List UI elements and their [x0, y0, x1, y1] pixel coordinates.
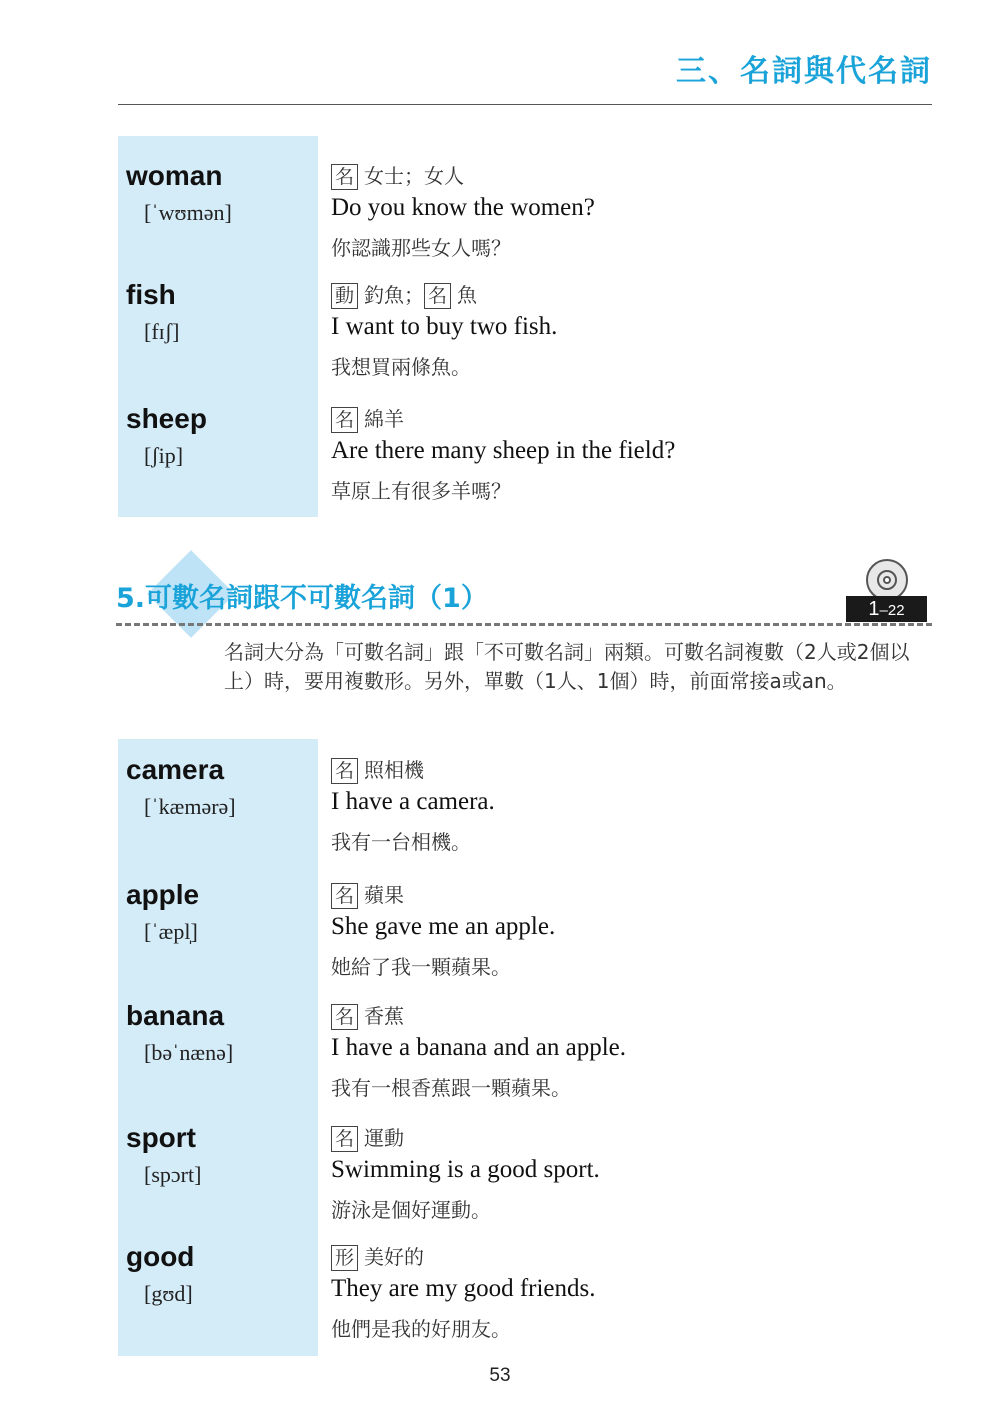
- example-translation: 你認識那些女人嗎？: [331, 236, 511, 260]
- track-sub-number: –22: [879, 602, 905, 619]
- vocab-meaning: 綿羊: [364, 407, 405, 431]
- vocab-meaning-line: [331, 403, 404, 433]
- pos-tag: 名: [331, 1126, 358, 1152]
- vocab-word: woman: [126, 160, 223, 191]
- pos-tag: 名: [331, 164, 358, 190]
- example-sentence: I have a banana and an apple.: [331, 1034, 626, 1061]
- vocab-meaning: 女士；女人: [364, 164, 465, 188]
- example-sentence: Do you know the women?: [331, 194, 595, 221]
- example-sentence: I want to buy two fish.: [331, 313, 558, 340]
- vocab-meaning-line: [331, 1241, 424, 1271]
- section-dashed-divider: [116, 623, 932, 626]
- example-sentence: I have a camera.: [331, 788, 495, 815]
- vocab-meaning-line: [331, 1000, 404, 1030]
- vocab-word: camera: [126, 754, 225, 785]
- vocab-meaning-line: [331, 754, 424, 784]
- vocab-word: banana: [126, 1000, 225, 1031]
- chapter-title: 三、名詞與代名詞: [676, 54, 932, 89]
- vocab-word: good: [126, 1241, 195, 1272]
- example-sentence: Are there many sheep in the field?: [331, 437, 676, 464]
- example-translation: 我想買兩條魚。: [331, 355, 471, 379]
- pos-tag: 動: [331, 283, 358, 309]
- vocab-word: apple: [126, 879, 200, 910]
- vocab-entry: [118, 1241, 932, 1351]
- vocab-entry: [118, 403, 932, 513]
- example-translation: 他們是我的好朋友。: [331, 1317, 511, 1341]
- example-sentence: She gave me an apple.: [331, 913, 556, 940]
- vocab-ipa: [gʊd]: [144, 1281, 193, 1306]
- vocab-entry: [118, 879, 932, 989]
- vocab-meaning: 釣魚；: [364, 283, 425, 307]
- vocab-meaning-line: [331, 160, 464, 190]
- example-translation: 她給了我一顆蘋果。: [331, 955, 511, 979]
- pos-tag: 名: [331, 407, 358, 433]
- example-sentence: They are my good friends.: [331, 1275, 596, 1302]
- vocab-entry: [118, 1122, 932, 1232]
- vocab-meaning: 魚: [457, 283, 478, 307]
- cd-disc-icon: [866, 559, 908, 601]
- vocab-word: sheep: [126, 403, 207, 434]
- pos-tag: 名: [331, 1004, 358, 1030]
- vocab-meaning-line: [331, 879, 404, 909]
- vocab-ipa: [fɪʃ]: [144, 319, 180, 344]
- example-sentence: Swimming is a good sport.: [331, 1156, 600, 1183]
- vocab-word: fish: [126, 279, 176, 310]
- page-number: 53: [489, 1365, 511, 1386]
- vocab-entry: [118, 160, 932, 270]
- vocab-meaning: 美好的: [364, 1245, 425, 1269]
- header-divider: [118, 104, 932, 105]
- vocab-ipa: [ˈkæmərə]: [144, 794, 236, 819]
- vocab-meaning-line: [331, 1122, 404, 1152]
- track-badge: [846, 596, 927, 622]
- section-title: 5.可數名詞跟不可數名詞（1）: [116, 583, 488, 614]
- example-translation: 草原上有很多羊嗎？: [331, 479, 511, 503]
- cd-hole: [883, 576, 891, 584]
- example-translation: 我有一根香蕉跟一顆蘋果。: [331, 1076, 571, 1100]
- vocab-ipa: [spɔrt]: [144, 1162, 202, 1187]
- example-translation: 我有一台相機。: [331, 830, 471, 854]
- pos-tag: 形: [331, 1245, 358, 1271]
- vocab-ipa: [ˈwʊmən]: [144, 200, 232, 225]
- vocab-ipa: [ʃip]: [144, 443, 184, 468]
- section-intro: 名詞大分為「可數名詞」跟「不可數名詞」兩類。可數名詞複數（2人或2個以上）時，要用複數形。另外，單數（1人、1個）時，前面常接a或an。: [224, 640, 910, 693]
- vocab-ipa: [bəˈnænə]: [144, 1040, 234, 1065]
- vocab-meaning: 蘋果: [364, 883, 405, 907]
- pos-tag: 名: [331, 758, 358, 784]
- vocab-entry: [118, 754, 932, 864]
- vocab-word: sport: [126, 1122, 196, 1153]
- vocab-meaning: 照相機: [364, 758, 425, 782]
- vocab-entry: [118, 279, 932, 389]
- vocab-meaning-line: [331, 279, 477, 309]
- vocab-meaning: 運動: [364, 1126, 405, 1150]
- vocab-meaning: 香蕉: [364, 1004, 405, 1028]
- track-number: 1: [868, 598, 880, 620]
- vocab-entry: [118, 1000, 932, 1110]
- pos-tag: 名: [331, 883, 358, 909]
- vocab-ipa: [ˈæpl̩]: [144, 919, 198, 944]
- example-translation: 游泳是個好運動。: [331, 1198, 491, 1222]
- pos-tag: 名: [424, 283, 451, 309]
